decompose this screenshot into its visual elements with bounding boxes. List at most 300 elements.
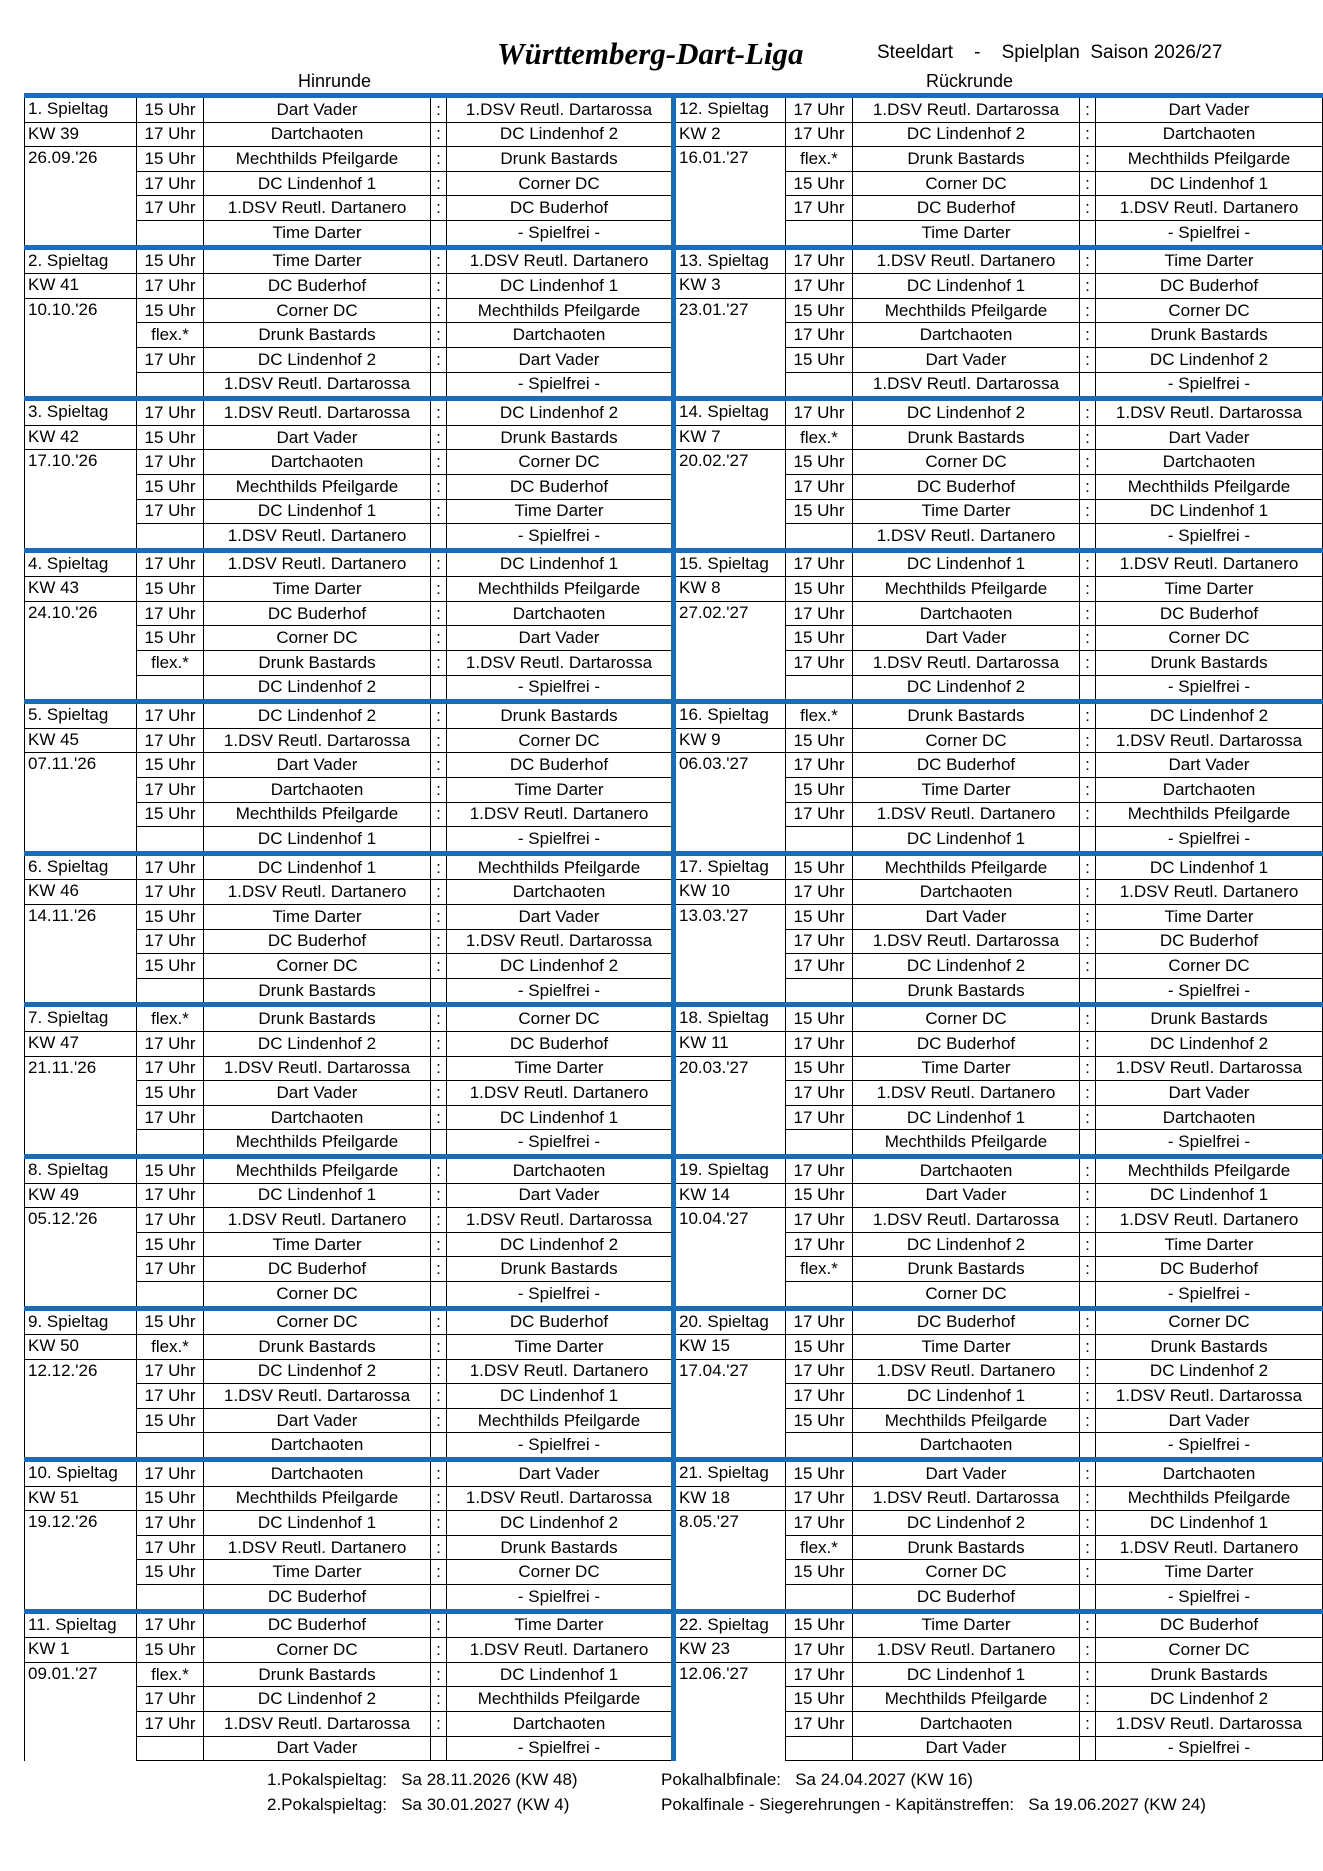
score-separator: : xyxy=(431,474,447,499)
home-team: Mechthilds Pfeilgarde xyxy=(204,1486,431,1511)
table-row xyxy=(25,399,1323,426)
game-time: 17 Uhr xyxy=(786,1638,853,1663)
game-time: 15 Uhr xyxy=(137,1308,204,1335)
matchday-label: 06.03.'27 xyxy=(674,753,786,778)
game-time: 17 Uhr xyxy=(786,399,853,426)
game-time: 17 Uhr xyxy=(137,1535,204,1560)
bye-separator xyxy=(431,372,447,399)
matchday-label: 19.12.'26 xyxy=(25,1511,137,1536)
matchday-blank xyxy=(674,1105,786,1130)
game-time-empty xyxy=(137,1736,204,1761)
table-row xyxy=(25,753,1323,778)
home-team: 1.DSV Reutl. Dartanero xyxy=(853,247,1080,274)
game-time: 15 Uhr xyxy=(137,626,204,651)
table-row xyxy=(25,1433,1323,1460)
game-time: 15 Uhr xyxy=(137,577,204,602)
home-team: Mechthilds Pfeilgarde xyxy=(204,147,431,172)
table-row xyxy=(25,247,1323,274)
score-separator: : xyxy=(431,1208,447,1233)
bye-separator xyxy=(431,1130,447,1157)
matchday-blank xyxy=(25,1535,137,1560)
away-team: 1.DSV Reutl. Dartanero xyxy=(447,1081,674,1106)
away-team: Dart Vader xyxy=(1096,753,1323,778)
bye-label: - Spielfrei - xyxy=(447,978,674,1005)
matchday-blank xyxy=(674,954,786,979)
matchday-blank xyxy=(674,1257,786,1282)
matchday-label: KW 50 xyxy=(25,1335,137,1360)
away-team: Corner DC xyxy=(447,1560,674,1585)
matchday-label: 15. Spieltag xyxy=(674,550,786,577)
game-time: 15 Uhr xyxy=(786,1005,853,1032)
table-row xyxy=(25,827,1323,854)
home-team: Time Darter xyxy=(853,1056,1080,1081)
matchday-label: KW 51 xyxy=(25,1486,137,1511)
matchday-label: KW 3 xyxy=(674,274,786,299)
home-team: Corner DC xyxy=(204,626,431,651)
home-team: Corner DC xyxy=(853,1560,1080,1585)
matchday-blank xyxy=(25,196,137,221)
table-row xyxy=(25,298,1323,323)
bye-separator xyxy=(431,524,447,551)
bye-separator xyxy=(1080,675,1096,702)
home-team: 1.DSV Reutl. Dartarossa xyxy=(204,728,431,753)
away-team: DC Lindenhof 2 xyxy=(1096,1687,1323,1712)
game-time: 17 Uhr xyxy=(786,1105,853,1130)
matchday-blank xyxy=(674,474,786,499)
score-separator: : xyxy=(1080,1232,1096,1257)
matchday-label: 10. Spieltag xyxy=(25,1460,137,1487)
matchday-blank xyxy=(674,1433,786,1460)
home-team: Time Darter xyxy=(204,1560,431,1585)
game-time: 17 Uhr xyxy=(137,196,204,221)
matchday-label: 22. Spieltag xyxy=(674,1611,786,1638)
game-time: 15 Uhr xyxy=(786,347,853,372)
home-team: DC Lindenhof 2 xyxy=(853,1232,1080,1257)
matchday-blank xyxy=(25,1130,137,1157)
game-time: flex.* xyxy=(786,1535,853,1560)
home-team: Corner DC xyxy=(204,1638,431,1663)
table-row xyxy=(25,601,1323,626)
score-separator: : xyxy=(1080,728,1096,753)
bye-separator xyxy=(1080,524,1096,551)
away-team: 1.DSV Reutl. Dartarossa xyxy=(1096,728,1323,753)
game-time: 15 Uhr xyxy=(786,450,853,475)
home-team: 1.DSV Reutl. Dartarossa xyxy=(204,399,431,426)
away-team: Time Darter xyxy=(447,1335,674,1360)
away-team: 1.DSV Reutl. Dartanero xyxy=(1096,196,1323,221)
bye-label: - Spielfrei - xyxy=(1096,1130,1323,1157)
matchday-blank xyxy=(25,1257,137,1282)
score-separator: : xyxy=(431,1535,447,1560)
matchday-label: 14.11.'26 xyxy=(25,905,137,930)
matchday-label: 14. Spieltag xyxy=(674,399,786,426)
home-team: Dart Vader xyxy=(204,1081,431,1106)
bye-separator xyxy=(1080,978,1096,1005)
home-team: Dartchaoten xyxy=(853,1712,1080,1737)
home-team: DC Buderhof xyxy=(204,929,431,954)
score-separator: : xyxy=(431,778,447,803)
home-team: Dart Vader xyxy=(853,905,1080,930)
home-team: 1.DSV Reutl. Dartarossa xyxy=(853,1486,1080,1511)
home-team: DC Lindenhof 2 xyxy=(853,954,1080,979)
game-time: 17 Uhr xyxy=(786,1232,853,1257)
game-time: 15 Uhr xyxy=(137,1486,204,1511)
home-team: Mechthilds Pfeilgarde xyxy=(204,474,431,499)
bye-team: Dartchaoten xyxy=(204,1433,431,1460)
score-separator: : xyxy=(431,171,447,196)
bye-team: DC Lindenhof 1 xyxy=(204,827,431,854)
table-row xyxy=(25,702,1323,729)
score-separator: : xyxy=(431,1105,447,1130)
matchday-label: 24.10.'26 xyxy=(25,601,137,626)
game-time: 17 Uhr xyxy=(786,1384,853,1409)
bye-team: Drunk Bastards xyxy=(204,978,431,1005)
matchday-label: 2. Spieltag xyxy=(25,247,137,274)
game-time: 17 Uhr xyxy=(137,728,204,753)
game-time: 17 Uhr xyxy=(786,651,853,676)
matchday-label: 16. Spieltag xyxy=(674,702,786,729)
home-team: Time Darter xyxy=(204,1232,431,1257)
bye-separator xyxy=(431,1433,447,1460)
footer-finale: Pokalfinale - Siegerehrungen - Kapitänstreffen: Sa 19.06.2027 (KW 24) xyxy=(661,1795,1206,1814)
game-time-empty xyxy=(137,524,204,551)
score-separator: : xyxy=(1080,399,1096,426)
table-row xyxy=(25,1585,1323,1612)
matchday-label: 16.01.'27 xyxy=(674,147,786,172)
away-team: DC Lindenhof 2 xyxy=(1096,702,1323,729)
matchday-blank xyxy=(674,372,786,399)
matchday-blank xyxy=(674,1712,786,1737)
matchday-label: 27.02.'27 xyxy=(674,601,786,626)
score-separator: : xyxy=(431,1611,447,1638)
away-team: Time Darter xyxy=(1096,1232,1323,1257)
home-team: DC Lindenhof 1 xyxy=(204,853,431,880)
bye-separator xyxy=(1080,1585,1096,1612)
bye-label: - Spielfrei - xyxy=(447,372,674,399)
matchday-blank xyxy=(25,524,137,551)
home-team: 1.DSV Reutl. Dartarossa xyxy=(853,96,1080,123)
score-separator: : xyxy=(431,1460,447,1487)
matchday-blank xyxy=(25,978,137,1005)
score-separator: : xyxy=(1080,626,1096,651)
away-team: Corner DC xyxy=(447,450,674,475)
game-time: 15 Uhr xyxy=(137,802,204,827)
home-team: Dart Vader xyxy=(853,1460,1080,1487)
game-time: 15 Uhr xyxy=(786,1408,853,1433)
table-row xyxy=(25,323,1323,348)
home-team: 1.DSV Reutl. Dartarossa xyxy=(853,929,1080,954)
away-team: Dartchaoten xyxy=(447,323,674,348)
score-separator: : xyxy=(431,347,447,372)
matchday-blank xyxy=(674,827,786,854)
matchday-label: KW 15 xyxy=(674,1335,786,1360)
away-team: 1.DSV Reutl. Dartarossa xyxy=(1096,1712,1323,1737)
away-team: Drunk Bastards xyxy=(1096,323,1323,348)
table-row xyxy=(25,1384,1323,1409)
table-row xyxy=(25,1359,1323,1384)
away-team: Corner DC xyxy=(1096,954,1323,979)
home-team: DC Lindenhof 2 xyxy=(853,399,1080,426)
home-team: Dartchaoten xyxy=(853,1156,1080,1183)
score-separator: : xyxy=(1080,425,1096,450)
game-time-empty xyxy=(786,1585,853,1612)
away-team: Mechthilds Pfeilgarde xyxy=(447,853,674,880)
bye-team: Mechthilds Pfeilgarde xyxy=(204,1130,431,1157)
matchday-blank xyxy=(674,651,786,676)
game-time: 17 Uhr xyxy=(137,1511,204,1536)
score-separator: : xyxy=(1080,196,1096,221)
home-team: Mechthilds Pfeilgarde xyxy=(853,853,1080,880)
score-separator: : xyxy=(1080,1308,1096,1335)
matchday-blank xyxy=(674,929,786,954)
home-team: DC Lindenhof 2 xyxy=(204,347,431,372)
game-time-empty xyxy=(786,675,853,702)
away-team: DC Lindenhof 1 xyxy=(447,274,674,299)
home-team: Drunk Bastards xyxy=(204,1662,431,1687)
home-team: 1.DSV Reutl. Dartanero xyxy=(853,1359,1080,1384)
score-separator: : xyxy=(1080,1335,1096,1360)
game-time-empty xyxy=(137,372,204,399)
away-team: Dartchaoten xyxy=(447,601,674,626)
game-time: 17 Uhr xyxy=(137,929,204,954)
table-row xyxy=(25,1712,1323,1737)
home-team: Dartchaoten xyxy=(204,1105,431,1130)
home-team: Corner DC xyxy=(853,450,1080,475)
away-team: Dart Vader xyxy=(447,347,674,372)
matchday-label: 8.05.'27 xyxy=(674,1511,786,1536)
matchday-label: 12. Spieltag xyxy=(674,96,786,123)
game-time: 17 Uhr xyxy=(137,1384,204,1409)
home-team: DC Buderhof xyxy=(853,474,1080,499)
table-row xyxy=(25,1031,1323,1056)
score-separator: : xyxy=(431,550,447,577)
bye-label: - Spielfrei - xyxy=(447,1585,674,1612)
table-row xyxy=(25,954,1323,979)
home-team: 1.DSV Reutl. Dartarossa xyxy=(204,1712,431,1737)
game-time: 15 Uhr xyxy=(137,753,204,778)
score-separator: : xyxy=(1080,122,1096,147)
score-separator: : xyxy=(1080,1486,1096,1511)
home-team: Drunk Bastards xyxy=(204,1005,431,1032)
home-team: Dartchaoten xyxy=(853,601,1080,626)
game-time: 17 Uhr xyxy=(137,880,204,905)
game-time: 15 Uhr xyxy=(137,474,204,499)
away-team: Dart Vader xyxy=(1096,96,1323,123)
score-separator: : xyxy=(431,1335,447,1360)
home-team: DC Lindenhof 1 xyxy=(853,274,1080,299)
game-time: flex.* xyxy=(786,1257,853,1282)
away-team: Dartchaoten xyxy=(447,1712,674,1737)
bye-team: 1.DSV Reutl. Dartanero xyxy=(204,524,431,551)
matchday-label: KW 39 xyxy=(25,122,137,147)
bye-separator xyxy=(431,1281,447,1308)
matchday-blank xyxy=(25,1560,137,1585)
game-time: 17 Uhr xyxy=(137,1687,204,1712)
matchday-blank xyxy=(25,474,137,499)
score-separator: : xyxy=(431,853,447,880)
matchday-label: 20.03.'27 xyxy=(674,1056,786,1081)
away-team: DC Lindenhof 2 xyxy=(1096,1359,1323,1384)
table-row xyxy=(25,1005,1323,1032)
matchday-blank xyxy=(25,1081,137,1106)
away-team: 1.DSV Reutl. Dartanero xyxy=(1096,1535,1323,1560)
game-time: 17 Uhr xyxy=(137,702,204,729)
page-subtitle: Steeldart - Spielplan Saison 2026/27 xyxy=(877,42,1223,63)
score-separator: : xyxy=(1080,1662,1096,1687)
table-row xyxy=(25,1511,1323,1536)
bye-team: DC Lindenhof 2 xyxy=(853,675,1080,702)
away-team: DC Buderhof xyxy=(447,196,674,221)
table-row xyxy=(25,524,1323,551)
table-row xyxy=(25,651,1323,676)
bye-separator xyxy=(1080,1736,1096,1761)
game-time: 17 Uhr xyxy=(786,1511,853,1536)
matchday-blank xyxy=(25,1281,137,1308)
home-team: Corner DC xyxy=(853,728,1080,753)
score-separator: : xyxy=(1080,702,1096,729)
bye-team: 1.DSV Reutl. Dartarossa xyxy=(853,372,1080,399)
score-separator: : xyxy=(1080,298,1096,323)
bye-label: - Spielfrei - xyxy=(1096,1585,1323,1612)
home-team: DC Buderhof xyxy=(204,1611,431,1638)
score-separator: : xyxy=(1080,1156,1096,1183)
score-separator: : xyxy=(1080,1105,1096,1130)
game-time: 17 Uhr xyxy=(137,399,204,426)
bye-team: Drunk Bastards xyxy=(853,978,1080,1005)
home-team: DC Lindenhof 2 xyxy=(853,122,1080,147)
away-team: DC Lindenhof 1 xyxy=(447,1105,674,1130)
score-separator: : xyxy=(1080,147,1096,172)
matchday-label: 10.10.'26 xyxy=(25,298,137,323)
score-separator: : xyxy=(1080,1408,1096,1433)
matchday-blank xyxy=(674,1384,786,1409)
matchday-label: 3. Spieltag xyxy=(25,399,137,426)
bye-team: DC Lindenhof 1 xyxy=(853,827,1080,854)
table-row xyxy=(25,1486,1323,1511)
matchday-blank xyxy=(25,347,137,372)
game-time: 17 Uhr xyxy=(786,323,853,348)
home-team: DC Buderhof xyxy=(853,1308,1080,1335)
score-separator: : xyxy=(431,929,447,954)
matchday-label: 9. Spieltag xyxy=(25,1308,137,1335)
matchday-blank xyxy=(674,802,786,827)
matchday-label: KW 2 xyxy=(674,122,786,147)
bye-separator xyxy=(1080,372,1096,399)
home-team: Drunk Bastards xyxy=(853,1257,1080,1282)
game-time: 15 Uhr xyxy=(786,905,853,930)
home-team: DC Lindenhof 1 xyxy=(204,499,431,524)
matchday-blank xyxy=(25,1232,137,1257)
table-row xyxy=(25,1232,1323,1257)
bye-separator xyxy=(431,675,447,702)
home-team: Drunk Bastards xyxy=(853,702,1080,729)
away-team: 1.DSV Reutl. Dartanero xyxy=(1096,550,1323,577)
table-row xyxy=(25,122,1323,147)
matchday-blank xyxy=(25,802,137,827)
score-separator: : xyxy=(431,1359,447,1384)
score-separator: : xyxy=(1080,499,1096,524)
table-row xyxy=(25,1308,1323,1335)
matchday-blank xyxy=(25,1433,137,1460)
score-separator: : xyxy=(431,1183,447,1208)
home-team: Mechthilds Pfeilgarde xyxy=(853,298,1080,323)
matchday-label: 09.01.'27 xyxy=(25,1662,137,1687)
game-time: 17 Uhr xyxy=(786,1156,853,1183)
score-separator: : xyxy=(431,1005,447,1032)
table-row xyxy=(25,425,1323,450)
score-separator: : xyxy=(431,247,447,274)
score-separator: : xyxy=(431,577,447,602)
score-separator: : xyxy=(1080,450,1096,475)
score-separator: : xyxy=(431,1662,447,1687)
away-team: Mechthilds Pfeilgarde xyxy=(447,1687,674,1712)
away-team: DC Lindenhof 1 xyxy=(1096,853,1323,880)
score-separator: : xyxy=(431,1384,447,1409)
home-team: DC Buderhof xyxy=(853,753,1080,778)
bye-label: - Spielfrei - xyxy=(447,1130,674,1157)
away-team: Time Darter xyxy=(447,1611,674,1638)
game-time: 17 Uhr xyxy=(786,1308,853,1335)
matchday-label: 10.04.'27 xyxy=(674,1208,786,1233)
schedule-body xyxy=(25,96,1323,1761)
game-time: 15 Uhr xyxy=(786,577,853,602)
home-team: DC Lindenhof 2 xyxy=(853,1511,1080,1536)
home-team: Dart Vader xyxy=(853,1183,1080,1208)
home-team: DC Lindenhof 2 xyxy=(204,702,431,729)
table-row xyxy=(25,1281,1323,1308)
home-team: Drunk Bastards xyxy=(204,651,431,676)
matchday-label: 13. Spieltag xyxy=(674,247,786,274)
matchday-blank xyxy=(25,626,137,651)
matchday-label: 1. Spieltag xyxy=(25,96,137,123)
home-team: Drunk Bastards xyxy=(853,425,1080,450)
matchday-blank xyxy=(25,1687,137,1712)
table-row xyxy=(25,474,1323,499)
score-separator: : xyxy=(1080,651,1096,676)
hinrunde-heading: Hinrunde xyxy=(298,71,372,91)
game-time: 17 Uhr xyxy=(137,1183,204,1208)
bye-team: Dartchaoten xyxy=(853,1433,1080,1460)
away-team: 1.DSV Reutl. Dartanero xyxy=(447,802,674,827)
score-separator: : xyxy=(1080,347,1096,372)
game-time: 17 Uhr xyxy=(786,1081,853,1106)
home-team: Dartchaoten xyxy=(204,450,431,475)
matchday-blank xyxy=(25,372,137,399)
game-time: 17 Uhr xyxy=(137,1257,204,1282)
matchday-label: KW 18 xyxy=(674,1486,786,1511)
game-time-empty xyxy=(786,1433,853,1460)
table-row xyxy=(25,853,1323,880)
game-time-empty xyxy=(786,827,853,854)
table-row xyxy=(25,728,1323,753)
score-separator: : xyxy=(431,626,447,651)
score-separator: : xyxy=(1080,778,1096,803)
away-team: 1.DSV Reutl. Dartarossa xyxy=(447,96,674,123)
away-team: Mechthilds Pfeilgarde xyxy=(447,577,674,602)
table-row xyxy=(25,171,1323,196)
game-time: 15 Uhr xyxy=(786,1611,853,1638)
matchday-blank xyxy=(674,1585,786,1612)
away-team: DC Buderhof xyxy=(1096,1611,1323,1638)
score-separator: : xyxy=(1080,96,1096,123)
matchday-blank xyxy=(25,954,137,979)
home-team: DC Lindenhof 1 xyxy=(204,1511,431,1536)
score-separator: : xyxy=(1080,1183,1096,1208)
away-team: Dart Vader xyxy=(1096,1408,1323,1433)
game-time: 17 Uhr xyxy=(137,1712,204,1737)
score-separator: : xyxy=(1080,1511,1096,1536)
matchday-label: 6. Spieltag xyxy=(25,853,137,880)
